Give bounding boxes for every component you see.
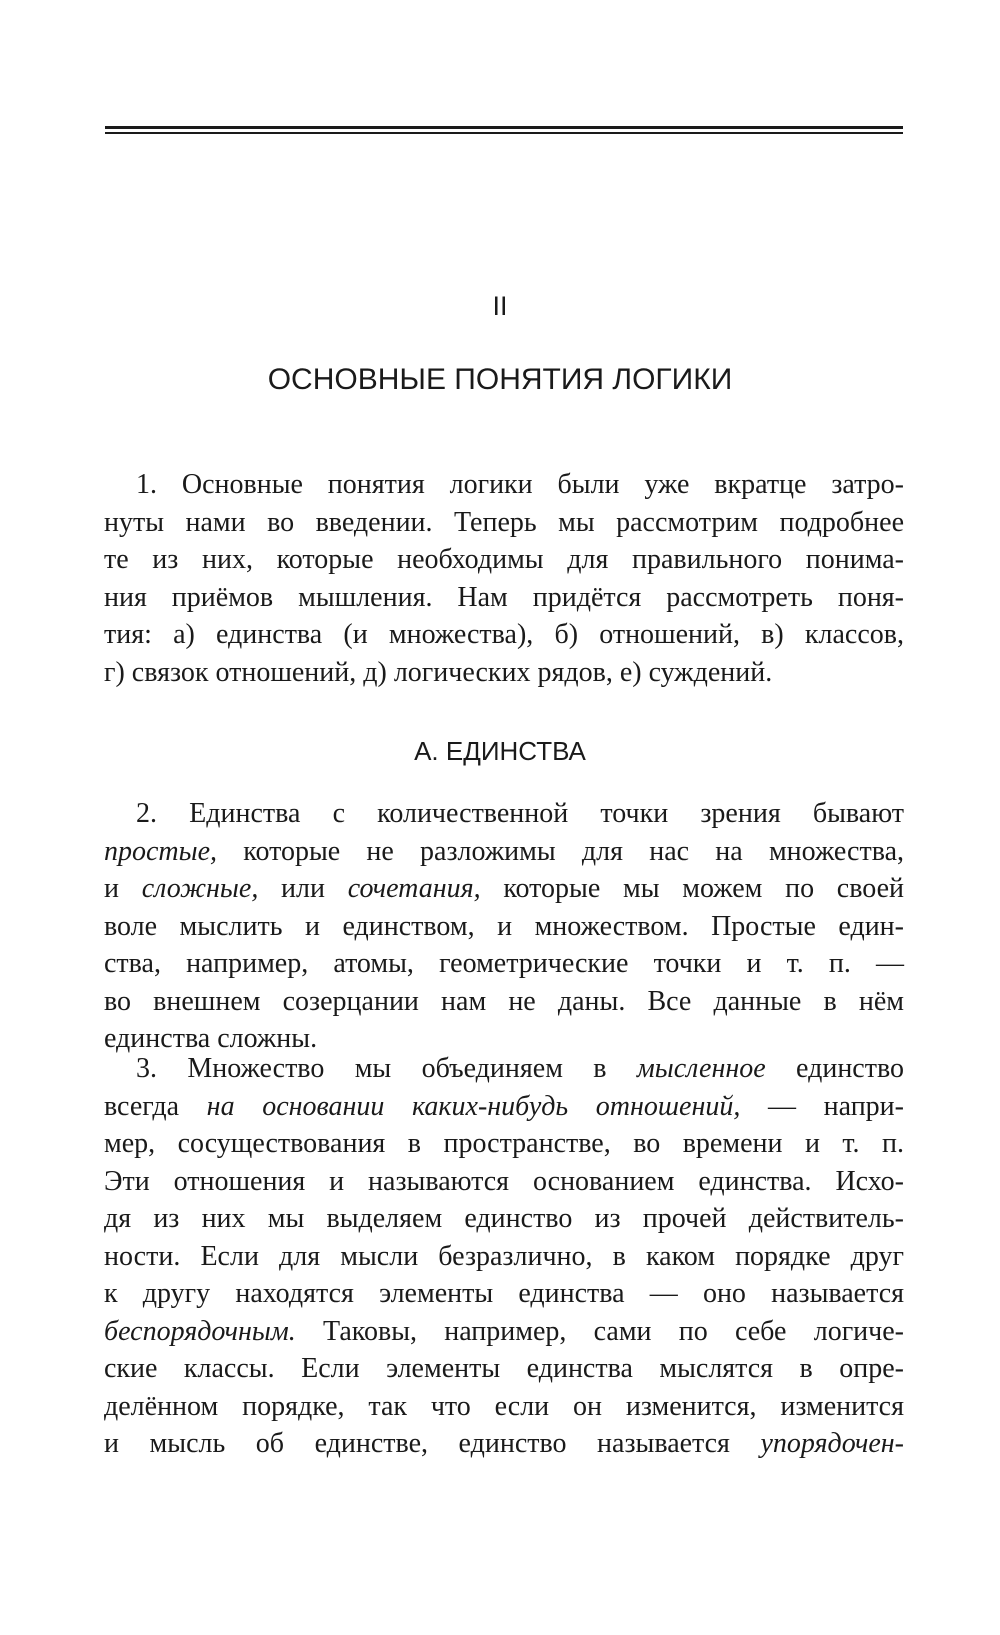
text-segment: и мысль об единстве, единство называется <box>104 1428 761 1459</box>
text-segment: которые не разложимы для нас на множества, <box>217 835 904 867</box>
text-line <box>104 833 904 871</box>
italic-term: сочетания, <box>347 873 481 904</box>
chapter-number: II <box>492 291 508 321</box>
italic-term: беспорядочным. <box>104 1315 296 1347</box>
text-segment: которые мы можем по своей <box>480 873 905 904</box>
text-line: Эти отношения и называются основанием единства. Исхо- <box>104 1165 904 1197</box>
text-line: ности. Если для мысли безразлично, в каком порядке друг <box>104 1240 904 1272</box>
text-line: дя из них мы выделяем единство из прочей действитель- <box>104 1203 904 1234</box>
text-line: делённом порядке, так что если он изменится, изменится <box>104 1390 904 1422</box>
text-segment: всегда <box>104 1090 207 1122</box>
text-line: г) связок отношений, д) логических рядов, е) суждений. <box>104 656 773 688</box>
text-segment: или <box>258 873 348 904</box>
chapter-title: ОСНОВНЫЕ ПОНЯТИЯ ЛОГИКИ <box>267 363 733 396</box>
text-line: 2. Единства с количественной точки зрения бывают <box>136 798 904 829</box>
header-rule-thick <box>105 126 903 129</box>
italic-term: сложные, <box>141 873 259 904</box>
text-line: те из них, которые необходимы для правильного понима- <box>104 544 904 575</box>
text-segment: — напри- <box>740 1090 904 1122</box>
italic-term: на основании каких-нибудь отношений, <box>206 1090 741 1122</box>
text-line: во внешнем созерцании нам не даны. Все данные в нём <box>104 985 904 1017</box>
text-line: нуты нами во введении. Теперь мы рассмотрим подробнее <box>104 506 904 538</box>
text-segment: 3. Множество мы объединяем в <box>136 1053 637 1084</box>
text-line <box>104 1313 904 1351</box>
italic-term: упорядочен- <box>760 1428 904 1459</box>
text-segment: единство <box>765 1053 904 1084</box>
italic-term: мысленное <box>636 1053 766 1084</box>
text-line: ские классы. Если элементы единства мыслятся в опре- <box>104 1353 904 1384</box>
text-line: воле мыслить и единством, и множеством. Простые един- <box>104 910 904 942</box>
text-line: ства, например, атомы, геометрические точки и т. п. — <box>104 948 904 979</box>
text-line <box>104 1425 904 1463</box>
text-line <box>104 1088 904 1126</box>
text-segment: Таковы, например, сами по себе логиче- <box>295 1315 904 1347</box>
header-rule-thin <box>105 132 903 134</box>
text-line: тия: а) единства (и множества), б) отношений, в) классов, <box>104 619 904 650</box>
text-line: мер, сосуществования в пространстве, во времени и т. п. <box>104 1128 904 1159</box>
text-segment: и <box>104 873 142 904</box>
section-title: А. ЕДИНСТВА <box>414 736 586 766</box>
italic-term: простые, <box>104 835 218 867</box>
text-line <box>104 870 904 908</box>
text-line: к другу находятся элементы единства — оно называется <box>104 1278 904 1309</box>
paragraph-1 <box>104 466 904 691</box>
text-line: единства сложны. <box>104 1023 318 1054</box>
text-line: ния приёмов мышления. Нам придётся рассмотреть поня- <box>104 581 904 613</box>
paragraph-2 <box>104 795 904 1058</box>
text-line <box>104 1050 904 1088</box>
paragraph-3 <box>104 1050 904 1463</box>
text-line: 1. Основные понятия логики были уже вкратце затро- <box>136 469 904 500</box>
